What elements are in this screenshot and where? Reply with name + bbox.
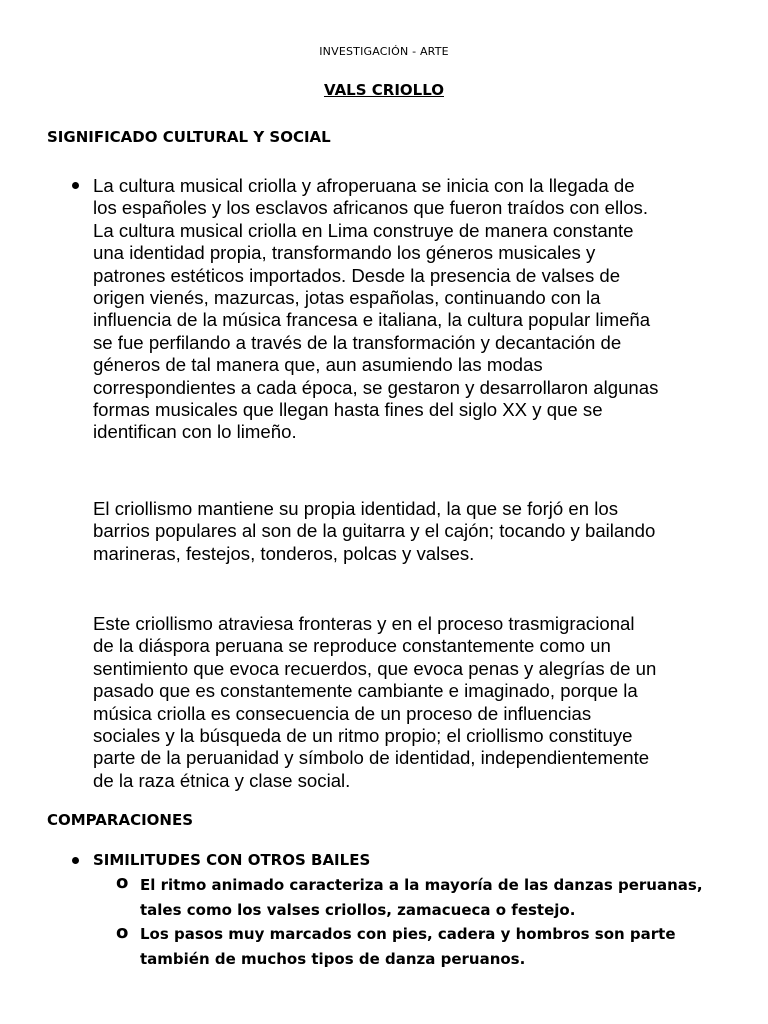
list-item: El ritmo animado caracteriza a la mayoría de las danzas peruanas, tales como los valses criollos, zamacueca o festejo. — [140, 876, 703, 919]
circle-bullet-icon: o — [116, 872, 129, 893]
document-header: INVESTIGACIÓN - ARTE — [319, 45, 449, 58]
bullet-icon — [72, 182, 79, 189]
document-title: VALS CRIOLLO — [323, 81, 444, 99]
paragraph-origins: La cultura musical criolla y afroperuana se inicia con la llegada de los españoles y los esclavos africanos que fueron traídos con ellos. La cultura musical criolla en Lima construye de manera constante una identidad propia, transformando los géneros musicales y patrones estéticos importados. Desde la presencia de valses de origen vienés, mazurcas, jotas españolas, continuando con la influencia de la música francesa e italiana, la cultura popular limeña se fue perfilando a través de la transformación y decantación de géneros de tal manera que, aun asumiendo las modas correspondientes a cada época, se gestaron y desarrollaron algunas formas musicales que llegan hasta fines del siglo XX y que se identifican con lo limeño. — [93, 175, 659, 443]
section-heading-comparaciones: COMPARACIONES — [47, 811, 194, 829]
list-item: Los pasos muy marcados con pies, cadera y hombros son parte también de muchos tipos de danza peruanos. — [140, 925, 676, 968]
paragraph-diaspora: Este criollismo atraviesa fronteras y en el proceso trasmigracional de la diáspora peruana se reproduce constantemente como un sentimiento que evoca recuerdos, que evoca penas y alegrías de un pasado que es constantemente cambiante e imaginado, porque la música criolla es consecuencia de un proceso de influencias sociales y la búsqueda de un ritmo propio; el criollismo constituye parte de la peruanidad y símbolo de identidad, independientemente de la raza étnica y clase social. — [93, 613, 657, 791]
circle-bullet-icon: o — [116, 922, 129, 943]
subheading-similitudes: SIMILITUDES CON OTROS BAILES — [93, 851, 371, 869]
section-heading-cultural: SIGNIFICADO CULTURAL Y SOCIAL — [47, 128, 331, 146]
paragraph-identity: El criollismo mantiene su propia identidad, la que se forjó en los barrios populares al son de la guitarra y el cajón; tocando y bailando marineras, festejos, tonderos, polcas y valses. — [93, 498, 656, 564]
bullet-icon — [72, 857, 79, 864]
